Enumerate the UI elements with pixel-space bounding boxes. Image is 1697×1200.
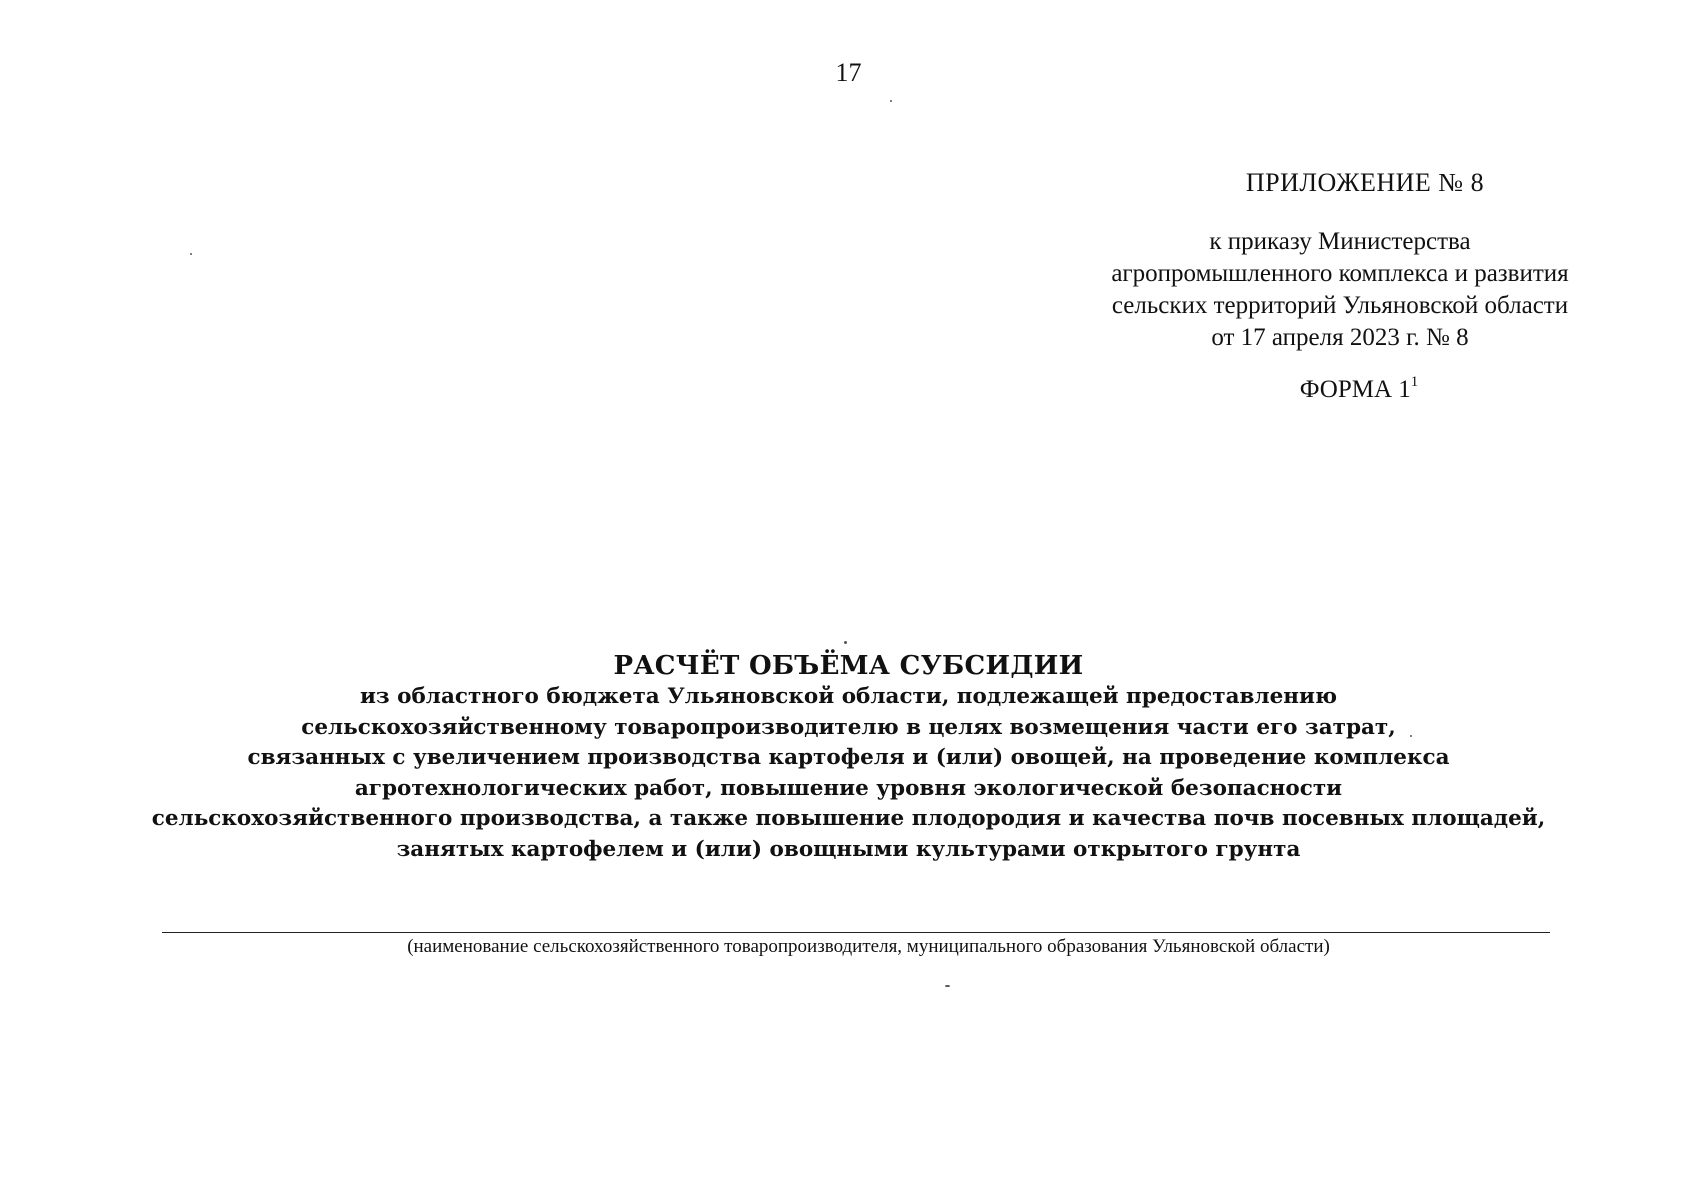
order-reference-line: от 17 апреля 2023 г. № 8 xyxy=(1211,324,1469,351)
document-title: РАСЧЁТ ОБЪЁМА СУБСИДИИ xyxy=(613,651,1084,681)
scan-speck xyxy=(1410,735,1412,737)
document-heading xyxy=(0,650,1697,865)
subtitle-line: занятых картофелем и (или) овощными культурами открытого грунта xyxy=(396,836,1301,862)
document-subtitle xyxy=(0,682,1697,865)
fill-in-line xyxy=(162,932,1550,933)
appendix-title: ПРИЛОЖЕНИЕ № 8 xyxy=(1245,168,1485,197)
order-reference-line: агропромышленного комплекса и развития xyxy=(1111,260,1569,287)
fill-in-caption: (наименование сельскохозяйственного товаропроизводителя, муниципального образования Ульяновской области) xyxy=(407,936,1330,957)
scan-speck xyxy=(945,985,950,987)
scan-speck xyxy=(190,253,192,255)
subtitle-line: сельскохозяйственного производства, а также повышение плодородия и качества почв посевных площадей, xyxy=(151,806,1546,831)
order-reference-line: к приказу Министерства xyxy=(1209,228,1471,255)
subtitle-line: из областного бюджета Ульяновской области, подлежащей предоставлению xyxy=(359,684,1338,709)
form-label xyxy=(1060,376,1620,404)
order-reference-line: сельских территорий Ульяновской области xyxy=(1111,292,1569,319)
footnote-marker: 1 xyxy=(1410,374,1419,390)
subtitle-line: сельскохозяйственному товаропроизводителю в целях возмещения части его затрат, xyxy=(301,714,1396,740)
order-reference xyxy=(1060,226,1620,354)
subtitle-line: связанных с увеличением производства картофеля и (или) овощей, на проведение комплекса xyxy=(247,745,1450,770)
form-label-text: ФОРМА 1 xyxy=(1299,376,1411,403)
subtitle-line: агротехнологических работ, повышение уровня экологической безопасности xyxy=(354,775,1343,801)
scan-speck xyxy=(890,100,892,102)
page-number: 17 xyxy=(835,58,862,87)
scan-speck xyxy=(844,641,847,644)
appendix-block xyxy=(1060,168,1620,404)
